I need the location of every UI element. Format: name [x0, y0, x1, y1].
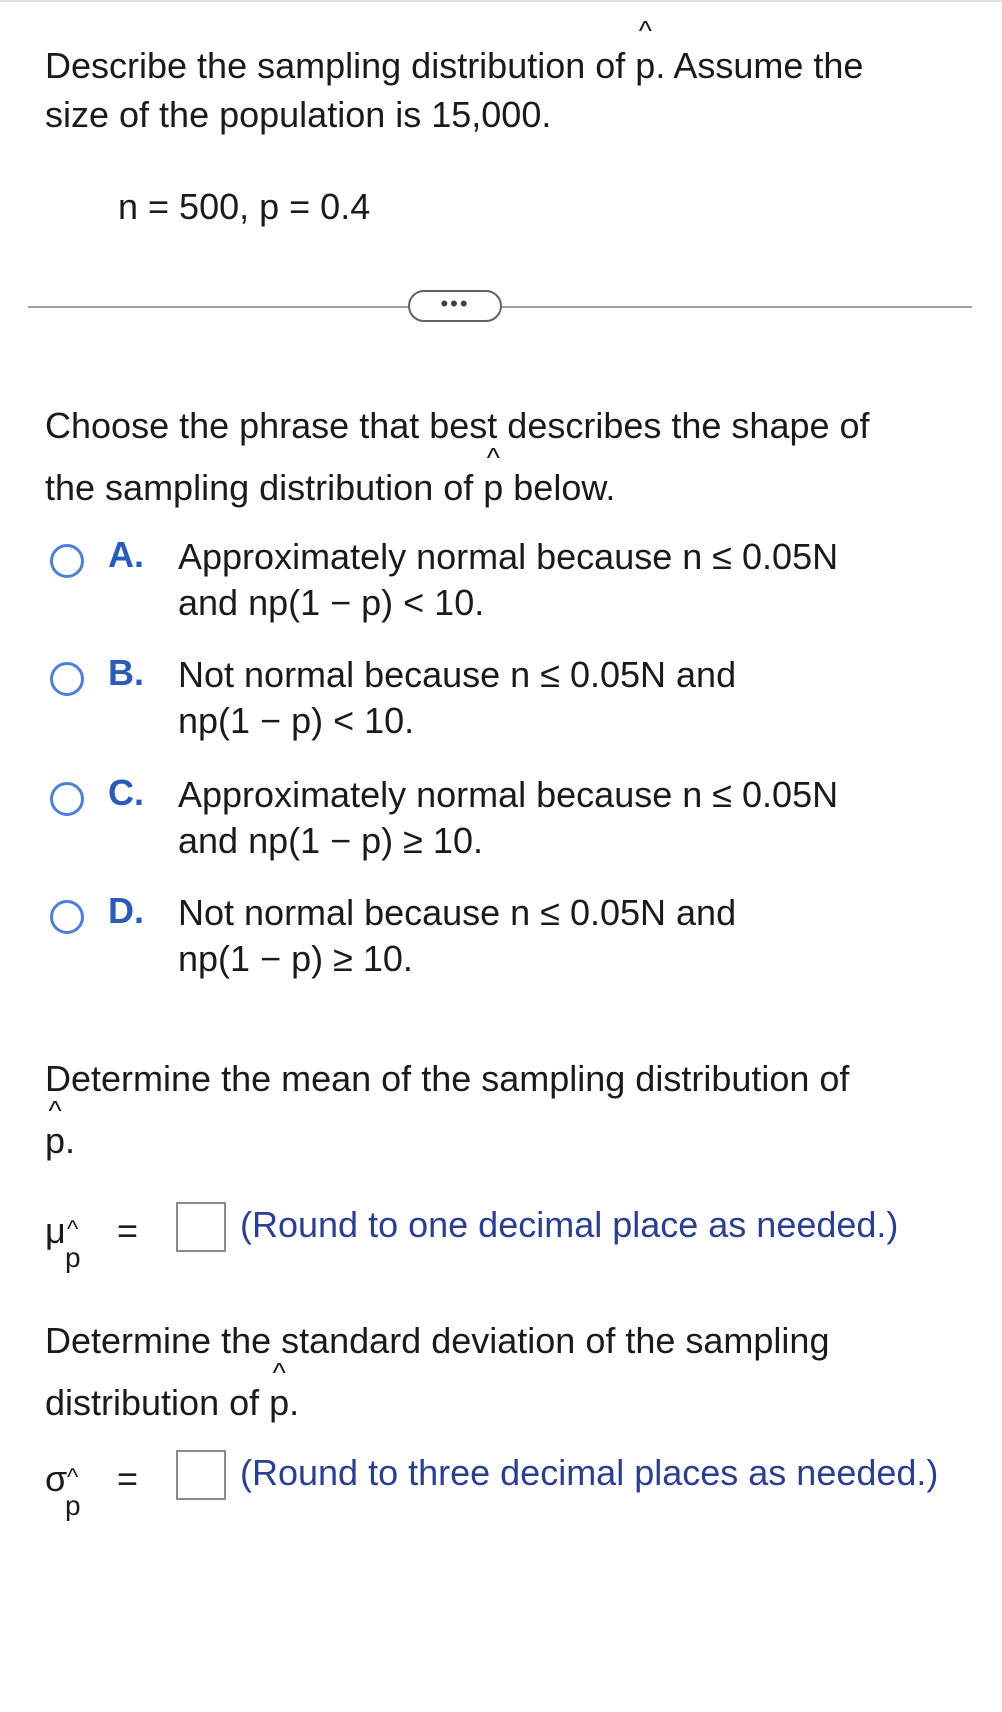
- problem-statement: [45, 42, 965, 139]
- radio-button[interactable]: [50, 900, 84, 934]
- top-border: [0, 0, 1002, 2]
- option-letter: C.: [108, 772, 144, 813]
- mean-rounding-hint: (Round to one decimal place as needed.): [240, 1204, 899, 1245]
- sd-question: Determine the standard deviation of the sampling distribution of ^ p.: [45, 1310, 965, 1434]
- option-a[interactable]: [50, 534, 970, 644]
- problem-line-1: Describe the sampling distribution of ^ p. Assume the: [45, 42, 965, 91]
- mean-question: Determine the mean of the sampling distribution of ^ p.: [45, 1048, 965, 1172]
- radio-button[interactable]: [50, 662, 84, 696]
- mu-symbol: μ: [45, 1210, 66, 1251]
- p-hat-symbol: ^ p: [483, 457, 503, 519]
- radio-button[interactable]: [50, 782, 84, 816]
- option-b[interactable]: [50, 652, 970, 762]
- expand-more-button[interactable]: •••: [408, 290, 502, 322]
- sd-answer-input[interactable]: [176, 1450, 226, 1500]
- p-hat-symbol: ^ p: [45, 1110, 65, 1172]
- shape-question: Choose the phrase that best describes the shape of the sampling distribution of ^ p below.: [45, 395, 965, 519]
- sd-rounding-hint: (Round to three decimal places as needed.): [240, 1452, 939, 1493]
- option-d[interactable]: [50, 890, 970, 1000]
- option-c[interactable]: [50, 772, 970, 882]
- option-text: Approximately normal because n ≤ 0.05N and np(1 − p) ≥ 10.: [178, 774, 839, 861]
- radio-button[interactable]: [50, 544, 84, 578]
- option-text: Approximately normal because n ≤ 0.05N and np(1 − p) < 10.: [178, 536, 839, 623]
- equals-sign: =: [117, 1210, 139, 1251]
- given-values: n = 500, p = 0.4: [118, 186, 371, 227]
- mean-answer-input[interactable]: [176, 1202, 226, 1252]
- p-hat-symbol: ^ p: [269, 1372, 289, 1434]
- problem-line-2: size of the population is 15,000.: [45, 93, 552, 135]
- p-hat-subscript: ^ p: [65, 1490, 81, 1522]
- sigma-symbol: σ: [45, 1458, 68, 1499]
- p-hat-subscript: ^ p: [65, 1242, 81, 1274]
- option-letter: D.: [108, 890, 144, 931]
- option-letter: A.: [108, 534, 144, 575]
- option-text: Not normal because n ≤ 0.05N and np(1 − p) ≥ 10.: [178, 892, 737, 979]
- equals-sign: =: [117, 1458, 139, 1499]
- p-hat-symbol: ^ p: [635, 42, 655, 91]
- option-letter: B.: [108, 652, 144, 693]
- option-text: Not normal because n ≤ 0.05N and np(1 − p) < 10.: [178, 654, 737, 741]
